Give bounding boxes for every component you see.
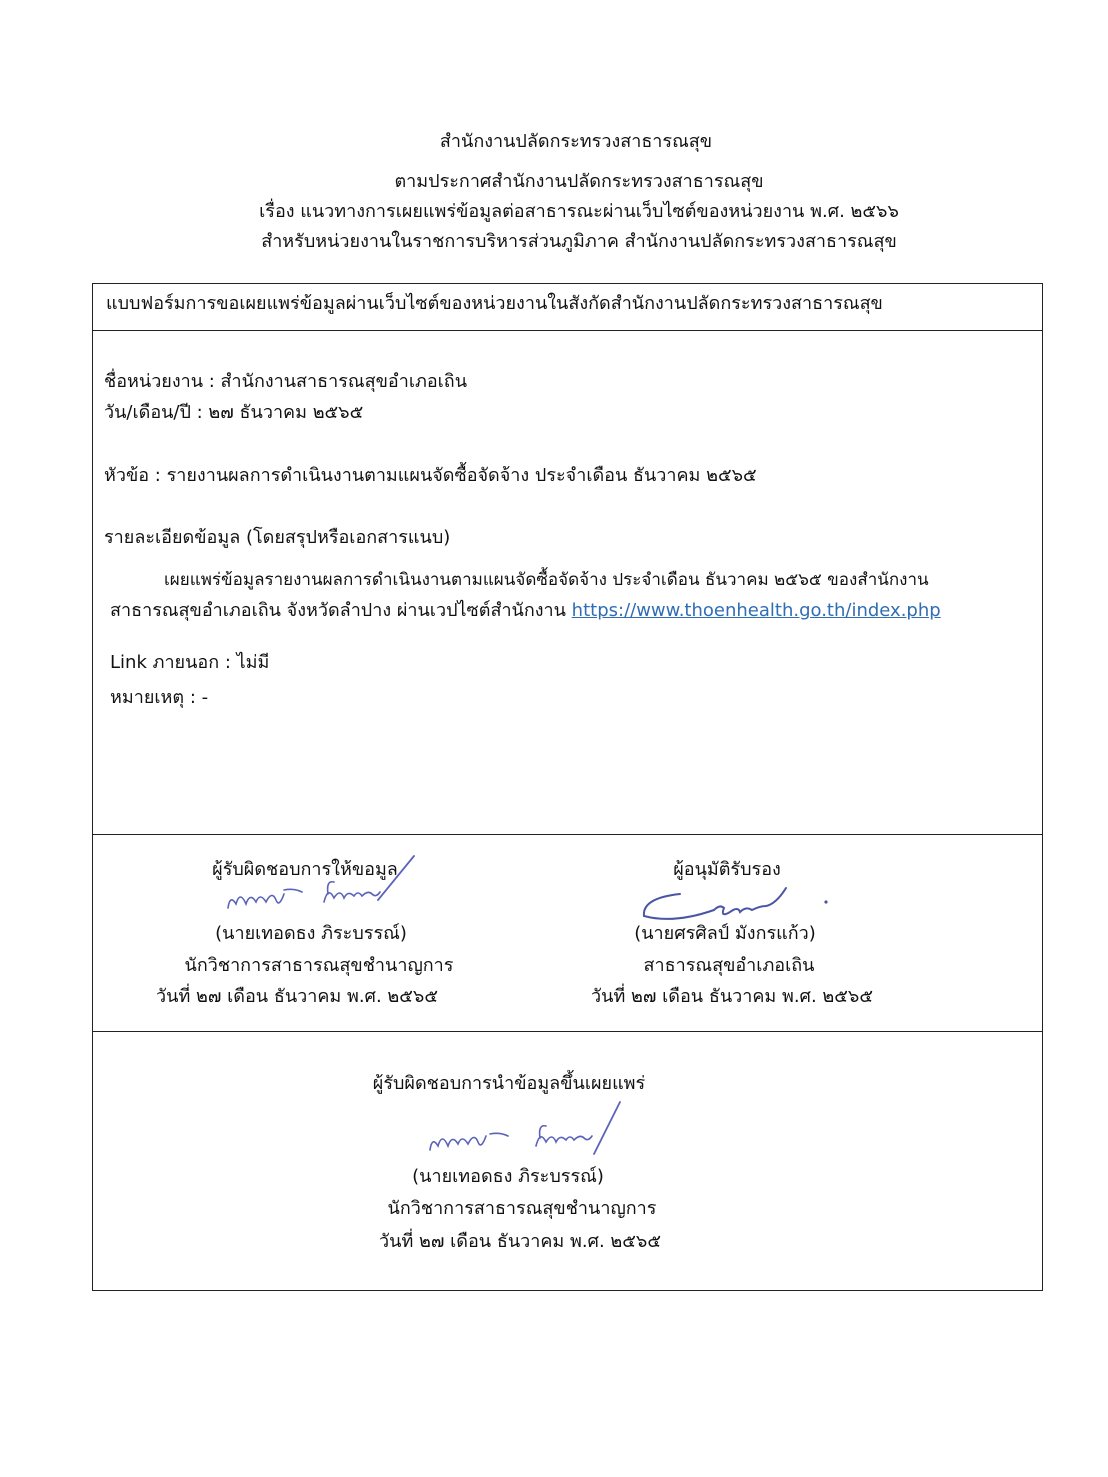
approver-date: วันที่ ๒๗ เดือน ธันวาคม พ.ศ. ๒๕๖๕ xyxy=(591,986,873,1007)
form-date: วัน/เดือน/ปี : ๒๗ ธันวาคม ๒๕๖๕ xyxy=(104,402,364,423)
details-label: รายละเอียดข้อมูล (โดยสรุปหรือเอกสารแนบ) xyxy=(104,527,451,548)
approver-position: สาธารณสุขอำเภอเถิน xyxy=(643,955,815,976)
publisher-role: ผู้รับผิดชอบการนำข้อมูลขึ้นเผยแพร่ xyxy=(372,1073,646,1094)
divider xyxy=(92,330,1043,331)
publisher-name: (นายเทอดธง ภิระบรรณ์) xyxy=(412,1166,604,1187)
divider xyxy=(92,1031,1043,1032)
header-line-3: เรื่อง แนวทางการเผยแพร่ข้อมูลต่อสาธารณะผ่านเว็บไซต์ของหน่วยงาน พ.ศ. ๒๕๖๖ xyxy=(259,201,899,222)
header-line-1: สำนักงานปลัดกระทรวงสาธารณสุข xyxy=(439,131,713,152)
publisher-signature-image xyxy=(430,1098,640,1160)
divider xyxy=(92,834,1043,835)
approver-role: ผู้อนุมัติรับรอง xyxy=(673,859,781,880)
signature-image xyxy=(228,850,428,925)
form-title: แบบฟอร์มการขอเผยแพร่ข้อมูลผ่านเว็บไซต์ของหน่วยงานในสังกัดสำนักงานปลัดกระทรวงสาธารณสุข xyxy=(106,293,883,314)
responsible-position: นักวิชาการสาธารณสุขชำนาญการ xyxy=(184,955,454,976)
approver-name: (นายศรศิลป์ มังกรแก้ว) xyxy=(634,923,816,944)
publisher-date: วันที่ ๒๗ เดือน ธันวาคม พ.ศ. ๒๕๖๕ xyxy=(379,1231,661,1252)
subject: หัวข้อ : รายงานผลการดำเนินงานตามแผนจัดซื้อจัดจ้าง ประจำเดือน ธันวาคม ๒๕๖๕ xyxy=(104,465,757,486)
approver-signature-image xyxy=(640,876,840,926)
responsible-name: (นายเทอดธง ภิระบรรณ์) xyxy=(215,923,407,944)
details-line-2-text: สาธารณสุขอำเภอเถิน จังหวัดลำปาง ผ่านเวปไซต์สำนักงาน xyxy=(110,600,572,621)
responsible-role: ผู้รับผิดชอบการให้ขอมูล xyxy=(212,859,398,880)
website-link[interactable]: https://www.thoenhealth.go.th/index.php xyxy=(571,600,941,621)
details-line-2 xyxy=(110,599,941,623)
agency-name: ชื่อหน่วยงาน : สำนักงานสาธารณสุขอำเภอเถิน xyxy=(104,371,468,392)
publisher-position: นักวิชาการสาธารณสุขชำนาญการ xyxy=(387,1198,657,1219)
details-line-1: เผยแพร่ข้อมูลรายงานผลการดำเนินงานตามแผนจัดซื้อจัดจ้าง ประจำเดือน ธันวาคม ๒๕๖๕ ของสำนักงาน xyxy=(164,570,929,590)
remark: หมายเหตุ : - xyxy=(110,687,209,708)
responsible-date: วันที่ ๒๗ เดือน ธันวาคม พ.ศ. ๒๕๖๕ xyxy=(156,986,438,1007)
header-line-4: สำหรับหน่วยงานในราชการบริหารส่วนภูมิภาค สำนักงานปลัดกระทรวงสาธารณสุข xyxy=(261,231,897,252)
external-link: Link ภายนอก : ไม่มี xyxy=(110,652,270,673)
header-line-2: ตามประกาศสำนักงานปลัดกระทรวงสาธารณสุข xyxy=(394,171,764,192)
